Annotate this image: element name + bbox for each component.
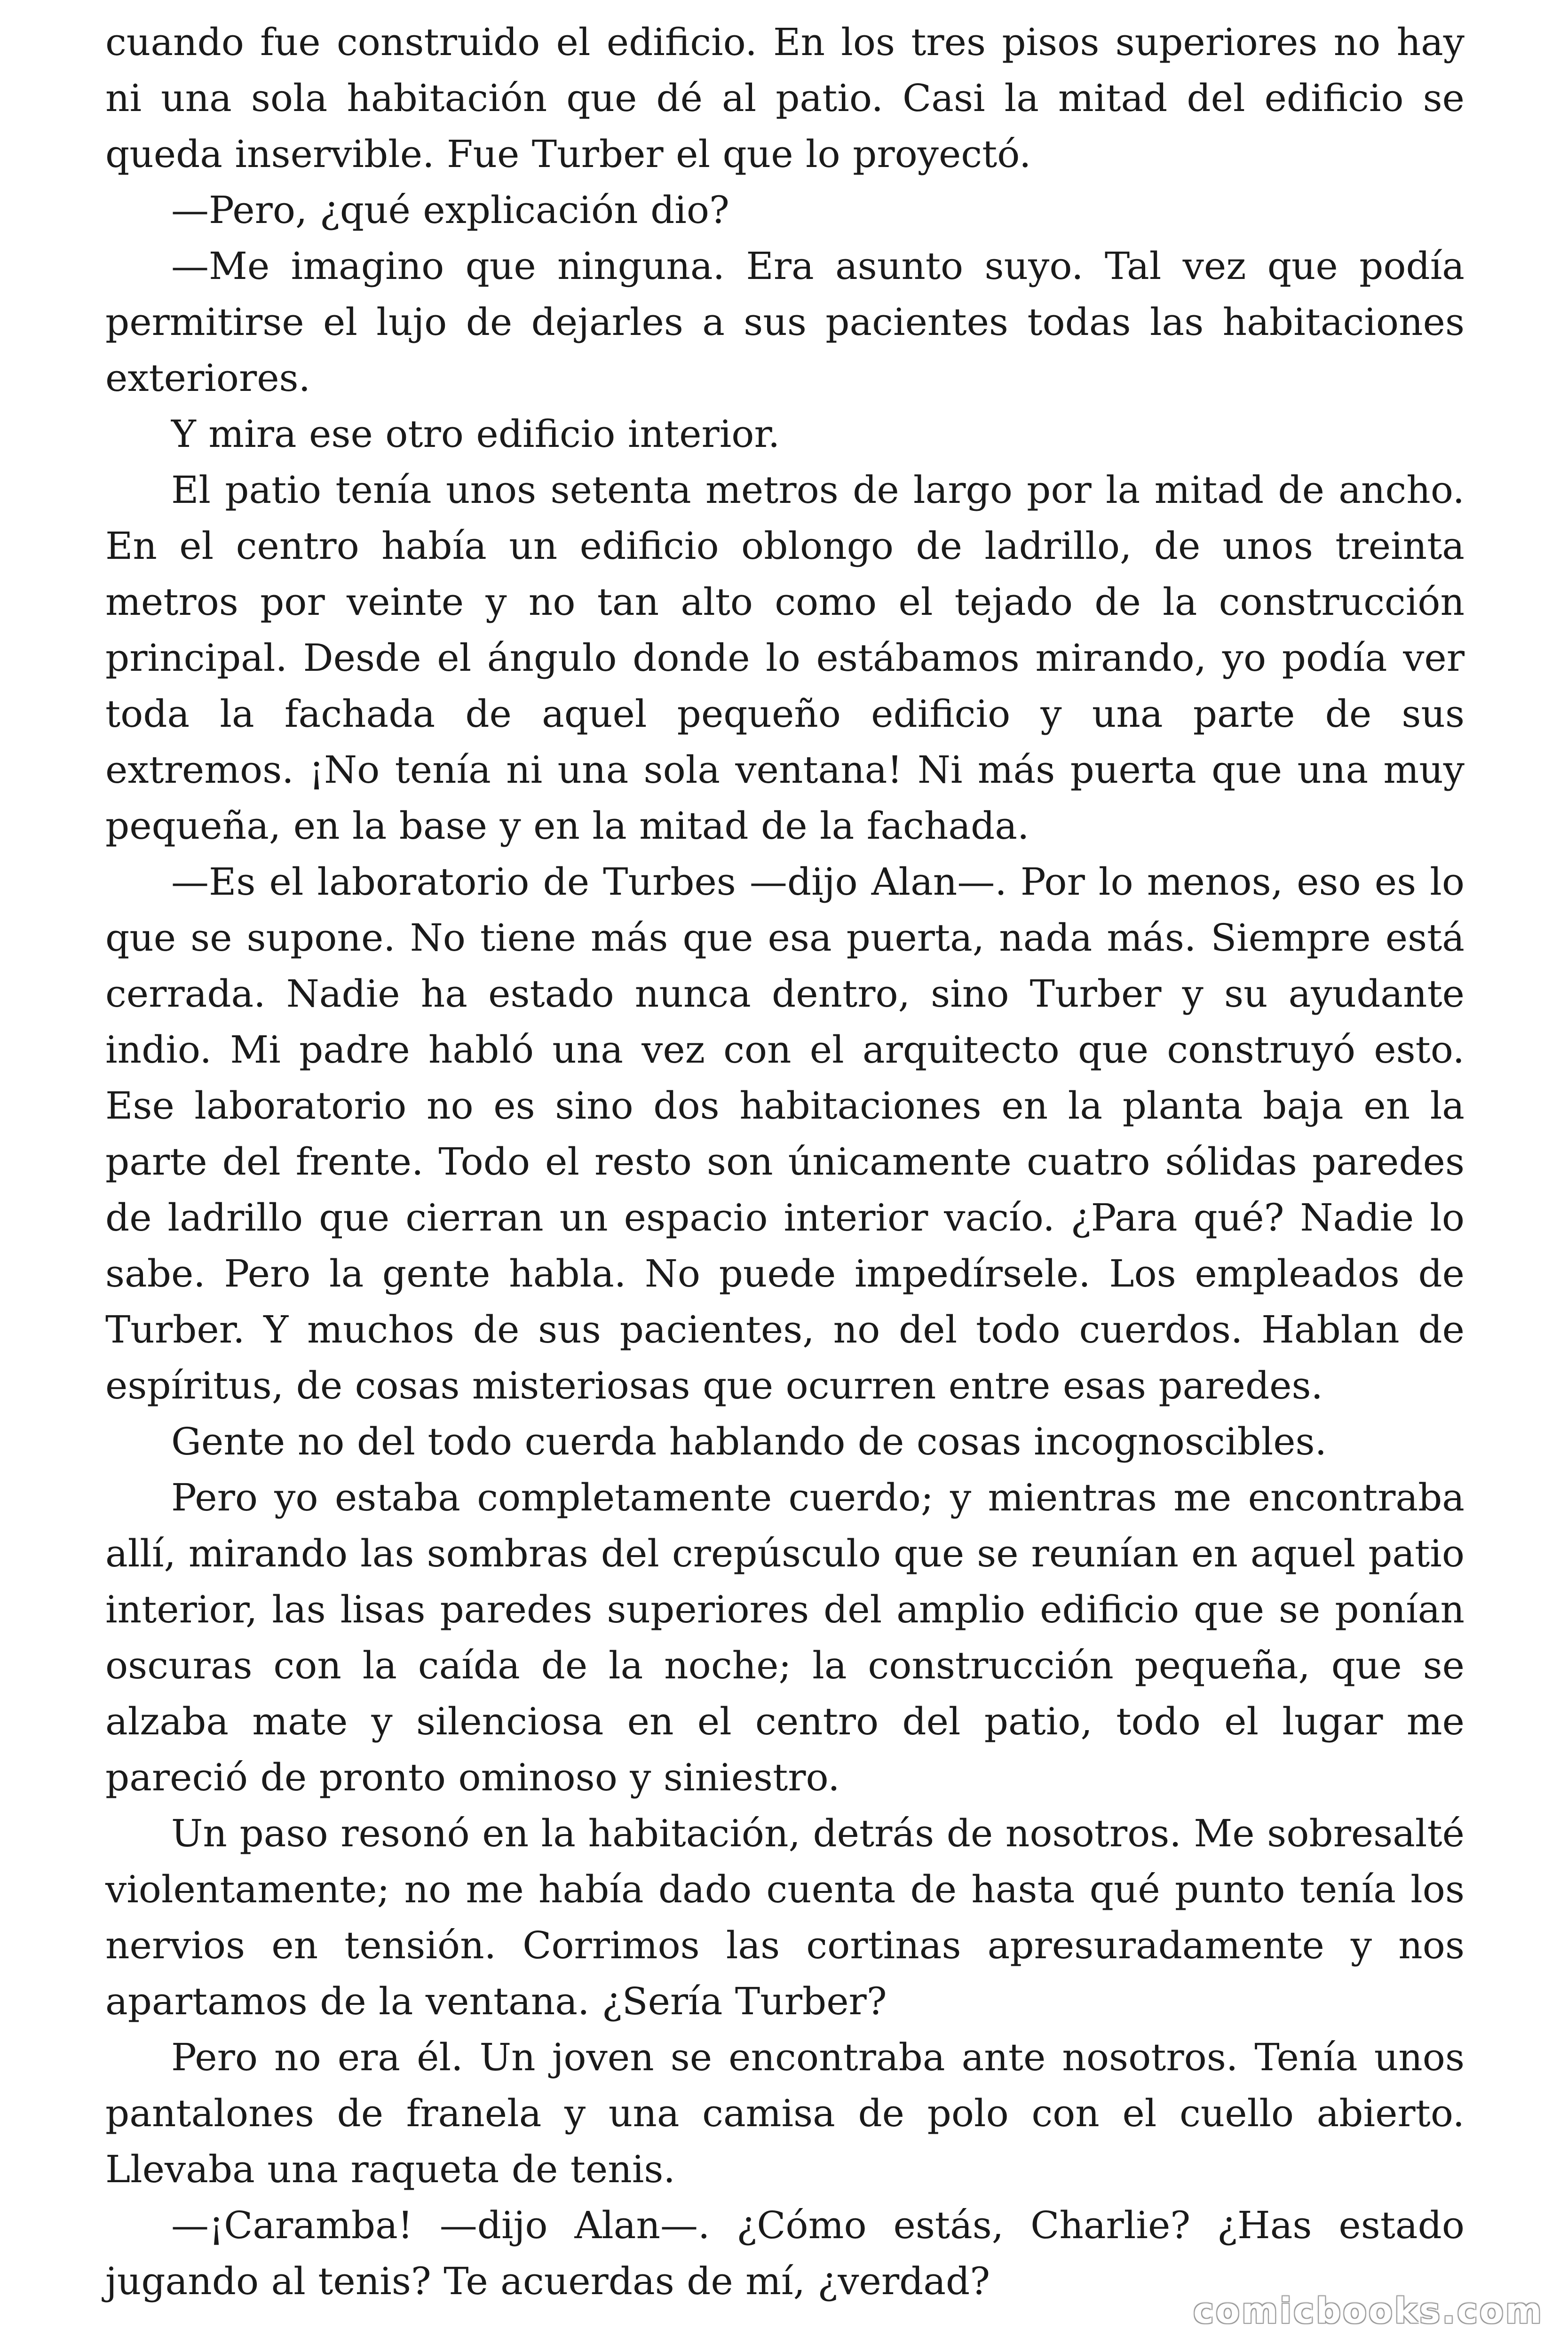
book-page-text bbox=[105, 14, 1465, 2309]
paragraph-6: —Es el laboratorio de Turbes —dijo Alan—. Por lo menos, eso es lo que se supone. No tiene más que esa puerta, nada más. Siempre está cerrada. Nadie ha estado nunca dentro, sino Turber y su ayudante indio. Mi padre habló una vez con el arquitecto que construyó esto. Ese laboratorio no es sino dos habitaciones en la planta baja en la parte del frente. Todo el resto son únicamente cuatro sólidas paredes de ladrillo que cierran un espacio interior vacío. ¿Para qué? Nadie lo sabe. Pero la gente habla. No puede impedírsele. Los empleados de Turber. Y muchos de sus pacientes, no del todo cuerdos. Hablan de espíritus, de cosas misteriosas que ocurren entre esas paredes. bbox=[105, 860, 1465, 1407]
paragraph-10: Pero no era él. Un joven se encontraba ante nosotros. Tenía unos pantalones de franela y una camisa de polo con el cuello abierto. Llevaba una raqueta de tenis. bbox=[105, 2035, 1465, 2191]
paragraph-11: —¡Caramba! —dijo Alan—. ¿Cómo estás, Charlie? ¿Has estado jugando al tenis? Te acuerdas de mí, ¿verdad? bbox=[105, 2203, 1465, 2303]
paragraph-9: Un paso resonó en la habitación, detrás de nosotros. Me sobresalté violentamente; no me había dado cuenta de hasta qué punto tenía los nervios en tensión. Corrimos las cortinas apresuradamente y nos apartamos de la ventana. ¿Sería Turber? bbox=[105, 1812, 1465, 2023]
paragraph-1: cuando fue construido el edificio. En los tres pisos superiores no hay ni una sola habitación que dé al patio. Casi la mitad del edificio se queda inservible. Fue Turber el que lo proyectó. bbox=[105, 20, 1465, 176]
paragraph-7: Gente no del todo cuerda hablando de cosas incognoscibles. bbox=[171, 1420, 1327, 1463]
paragraph-2: —Pero, ¿qué explicación dio? bbox=[171, 188, 729, 232]
watermark-text: comicbooks.com bbox=[1193, 2291, 1544, 2331]
paragraph-4: Y mira ese otro edificio interior. bbox=[171, 412, 780, 456]
paragraph-3: —Me imagino que ninguna. Era asunto suyo. Tal vez que podía permitirse el lujo de dejarles a sus pacientes todas las habitaciones exteriores. bbox=[105, 244, 1465, 400]
paragraph-8: Pero yo estaba completamente cuerdo; y mientras me encontraba allí, mirando las sombras del crepúsculo que se reunían en aquel patio interior, las lisas paredes superiores del amplio edificio que se ponían oscuras con la caída de la noche; la construcción pequeña, que se alzaba mate y silenciosa en el centro del patio, todo el lugar me pareció de pronto ominoso y siniestro. bbox=[105, 1476, 1465, 1799]
paragraph-5: El patio tenía unos setenta metros de largo por la mitad de ancho. En el centro había un edificio oblongo de ladrillo, de unos treinta metros por veinte y no tan alto como el tejado de la construcción principal. Desde el ángulo donde lo estábamos mirando, yo podía ver toda la fachada de aquel pequeño edificio y una parte de sus extremos. ¡No tenía ni una sola ventana! Ni más puerta que una muy pequeña, en la base y en la mitad de la fachada. bbox=[105, 468, 1465, 848]
